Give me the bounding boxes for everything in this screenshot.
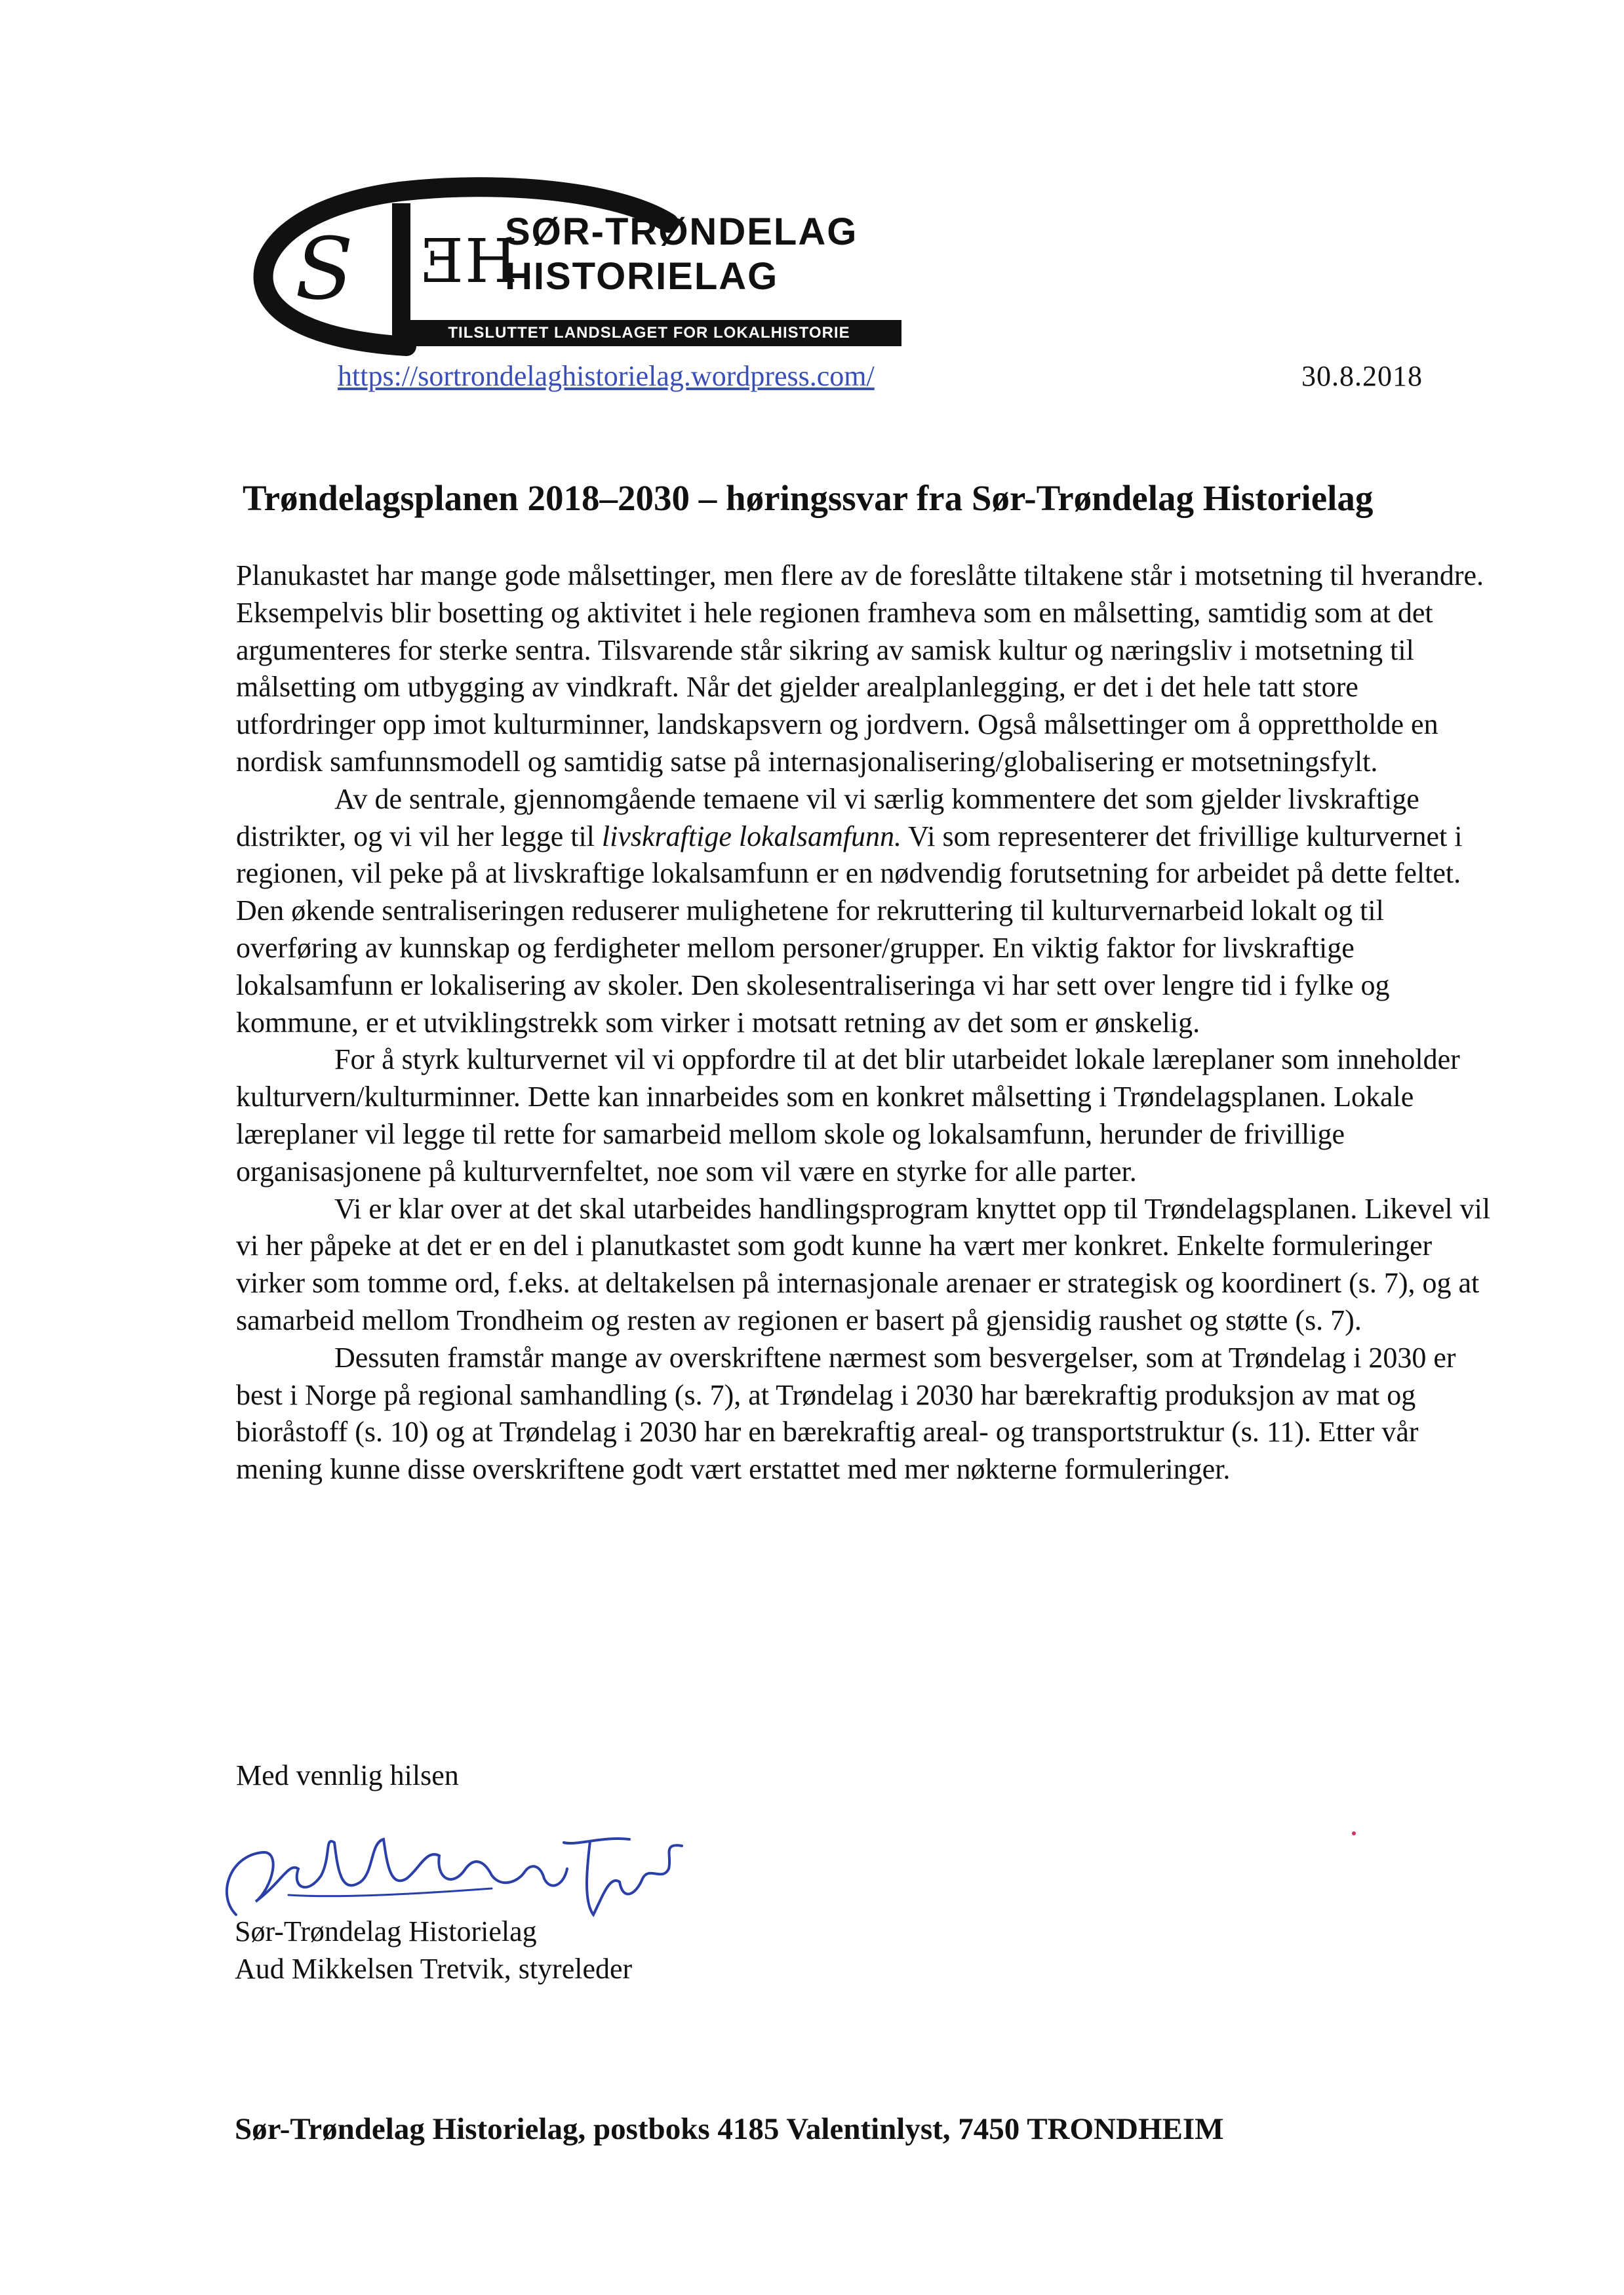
logo-banner: TILSLUTTET LANDSLAGET FOR LOKALHISTORIE — [397, 320, 901, 346]
paragraph-2-start: Av de sentrale, gjennomgående temaene vil vi særlig kommentere det som gjelder livskraftige distrikter, og vi vil her legge til — [236, 782, 1419, 852]
website-link[interactable]: https://sortrondelaghistorielag.wordpress.com/ — [338, 360, 875, 392]
letter-footer-address: Sør-Trøndelag Historielag, postboks 4185 Valentinlyst, 7450 TRONDHEIM — [235, 2112, 1224, 2146]
letter-body — [236, 557, 1501, 1488]
letter-title: Trøndelagsplanen 2018–2030 – høringssvar fra Sør-Trøndelag Historielag — [243, 478, 1374, 518]
historielag-logo — [249, 177, 918, 367]
paragraph-2-end: Vi som representerer det frivillige kulturvernet i regionen, vil peke på at livskraftige lokalsamfunn er en nødvendig forutsetning for arbeidet på dette feltet. Den økende sentraliseringen reduserer mulighetene for rekruttering til kulturvernarbeid lokalt og til overføring av kunnskap og ferdigheter mellom personer/grupper. En viktig faktor for livskraftige lokalsamfunn er lokalisering av skoler. Den skolesentraliseringa vi har sett over lengre tid i fylke og kommune, er et utviklingstrekk som virker i motsatt retning av det som er ønskelig. — [236, 820, 1463, 1039]
logo-title-line2: HISTORIELAG — [505, 255, 779, 298]
closing-greeting: Med vennlig hilsen — [236, 1759, 459, 1791]
signatory-name: Aud Mikkelsen Tretvik, styreleder — [235, 1953, 633, 1985]
svg-text:S: S — [295, 219, 354, 319]
paragraph-2-emphasis: livskraftige lokalsamfunn. — [601, 820, 901, 852]
signatory-organization: Sør-Trøndelag Historielag — [235, 1915, 537, 1947]
paragraph-2 — [236, 781, 1501, 1042]
scan-speck — [1352, 1831, 1356, 1835]
svg-text:ƎH: ƎH — [421, 226, 518, 296]
paragraph-3: For å styrk kulturvernet vil vi oppfordre til at det blir utarbeidet lokale læreplaner som inneholder kulturvern/kulturminner. Dette kan innarbeides som en konkret målsetting i Trøndelagsplanen. Lokale læreplaner vil legge til rette for samarbeid mellom skole og lokalsamfunn, herunder de frivillige organisasjonene på kulturvernfeltet, noe som vil være en styrke for alle parter. — [236, 1043, 1460, 1187]
paragraph-4: Vi er klar over at det skal utarbeides handlingsprogram knyttet opp til Trøndelagsplanen. Likevel vil vi her påpeke at det er en del i planutkastet som godt kunne ha vært mer konkret. Enkelte formuleringer virker som tomme ord, f.eks. at deltakelsen på internasjonale arenaer er strategisk og koordinert (s. 7), og at samarbeid mellom Trondheim og resten av regionen er basert på gjensidig raushet og støtte (s. 7). — [236, 1192, 1491, 1336]
letter-date: 30.8.2018 — [1301, 360, 1423, 392]
paragraph-5: Dessuten framstår mange av overskriftene nærmest som besvergelser, som at Trøndelag i 2030 er best i Norge på regional samhandling (s. 7), at Trøndelag i 2030 har bærekraftig produksjon av mat og bioråstoff (s. 10) og at Trøndelag i 2030 har en bærekraftig areal- og transportstruktur (s. 11). Etter vår mening kunne disse overskriftene godt vært erstattet med mer nøkterne formuleringer. — [236, 1341, 1456, 1486]
logo-title-line1: SØR-TRØNDELAG — [505, 210, 858, 253]
paragraph-1: Planukastet har mange gode målsettinger, men flere av de foreslåtte tiltakene står i motsetning til hverandre. Eksempelvis blir bosetting og aktivitet i hele regionen framheva som en målsetting, samtidig som at det argumenteres for sterke sentra. Tilsvarende står sikring av samisk kultur og næringsliv i motsetning til målsetting om utbygging av vindkraft. Når det gjelder arealplanlegging, er det i det hele tatt store utfordringer opp imot kulturminner, landskapsvern og jordvern. Også målsettinger om å opprettholde en nordisk samfunnsmodell og samtidig satse på internasjonalisering/globalisering er motsetningsfylt. — [236, 559, 1484, 778]
